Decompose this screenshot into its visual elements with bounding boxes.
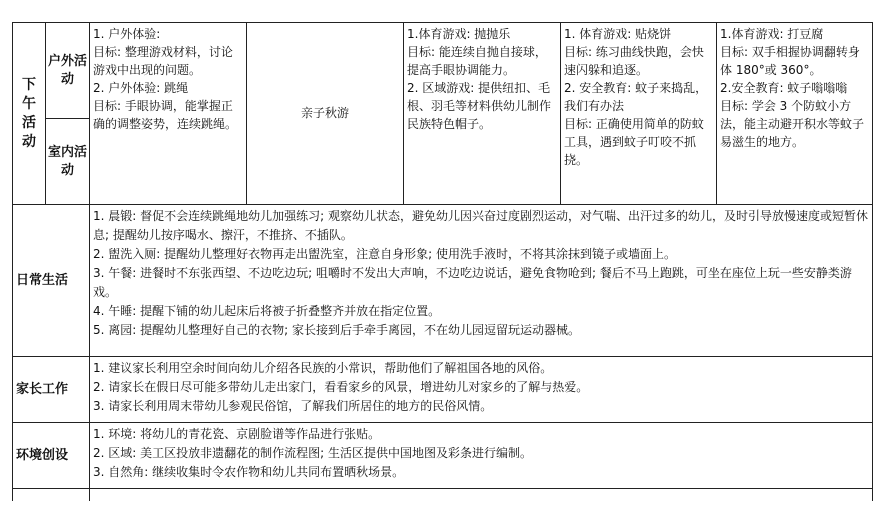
cell-line: 目标: 手眼协调，能掌握正确的调整姿势，连续跳绳。 [93,99,238,131]
cell-line: 2. 户外体验: 跳绳 [93,81,189,95]
outdoor-activity-label: 户外活动 [46,23,90,119]
truncated-cell [90,489,873,502]
afternoon-char: 活 [22,114,36,131]
daily-life-line: 3. 午餐: 进餐时不东张西望、不边吃边玩; 咀嚼时不发出大声响，不边吃边说话，避免食物呛到; 餐后不马上跑跳，可坐在座位上玩一些安静类游戏。 [93,266,852,299]
cell-line: 1. 体育游戏: 贴烧饼 [564,27,672,41]
family-work-line: 1. 建议家长利用空余时间向幼儿介绍各民族的小常识，帮助他们了解祖国各地的风俗。 [93,361,553,375]
cell-line: 2. 区域游戏: 提供纽扣、毛根、羽毛等材料供幼儿制作民族特色帽子。 [407,81,552,131]
thursday-afternoon-cell [561,23,717,205]
family-work-line: 3. 请家长利用周末带幼儿参观民俗馆，了解我们所居住的地方的民俗风情。 [93,399,493,413]
daily-life-content [90,205,873,357]
family-work-row [13,357,873,423]
cell-line: 目标: 正确使用简单的防蚊工具，遇到蚊子叮咬不抓挠。 [564,117,704,167]
cell-line: 1.体育游戏: 抛抛乐 [407,27,511,41]
cell-line: 1. 户外体验: [93,27,161,41]
cell-line: 目标: 学会 3 个防蚊小方法，能主动避开积水等蚊子易滋生的地方。 [720,99,865,149]
daily-life-row [13,205,873,357]
afternoon-char: 动 [22,133,36,150]
wednesday-afternoon-cell [404,23,561,205]
indoor-activity-label: 室内活动 [46,119,90,205]
cell-line: 2.安全教育: 蚊子嗡嗡嗡 [720,81,848,95]
friday-afternoon-cell [717,23,873,205]
daily-life-line: 1. 晨锻: 督促不会连续跳绳地幼儿加强练习; 观察幼儿状态，避免幼儿因兴奋过度剧烈运动，对气喘、出汗过多的幼儿，及时引导放慢速度或短暂休息; 提醒幼儿按序喝水、擦汗，不推挤、不插队。 [93,209,868,242]
cell-line: 2. 安全教育: 蚊子来捣乱，我们有办法 [564,81,708,113]
truncated-cell [13,489,90,502]
weekly-plan-table [12,22,873,501]
cell-line: 1.体育游戏: 打豆腐 [720,27,824,41]
environment-line: 1. 环境: 将幼儿的青花瓷、京剧脸谱等作品进行张贴。 [93,427,381,441]
environment-line: 3. 自然角: 继续收集时令农作物和幼儿共同布置晒秋场景。 [93,465,405,479]
afternoon-char: 午 [22,95,36,112]
family-work-line: 2. 请家长在假日尽可能多带幼儿走出家门，看看家乡的风景，增进幼儿对家乡的了解与热爱。 [93,380,589,394]
family-work-content [90,357,873,423]
cell-line: 目标: 练习曲线快跑，会快速闪躲和追逐。 [564,45,704,77]
daily-life-label: 日常生活 [13,205,90,357]
tuesday-afternoon-cell: 亲子秋游 [247,23,404,205]
afternoon-char: 下 [22,76,36,93]
truncated-row [13,489,873,502]
environment-row [13,423,873,489]
afternoon-section-label [13,23,46,205]
afternoon-row-outdoor [13,23,873,119]
daily-life-line: 4. 午睡: 提醒下铺的幼儿起床后将被子折叠整齐并放在指定位置。 [93,304,441,318]
cell-line: 目标: 双手相握协调翻转身体 180°或 360°。 [720,45,860,77]
cell-line: 目标: 能连续自抛自接球，提高手眼协调能力。 [407,45,547,77]
cell-line: 目标: 整理游戏材料，讨论游戏中出现的问题。 [93,45,233,77]
environment-label: 环境创设 [13,423,90,489]
daily-life-line: 2. 盥洗入厕: 提醒幼儿整理好衣物再走出盥洗室，注意自身形象; 使用洗手液时，不将其涂抹到镜子或墙面上。 [93,247,676,261]
environment-content [90,423,873,489]
daily-life-line: 5. 离园: 提醒幼儿整理好自己的衣物; 家长接到后手牵手离园，不在幼儿园逗留玩运动器械。 [93,323,580,337]
family-work-label: 家长工作 [13,357,90,423]
monday-afternoon-cell [90,23,247,205]
environment-line: 2. 区域: 美工区投放非遗翻花的制作流程图; 生活区提供中国地图及彩条进行编制。 [93,446,532,460]
